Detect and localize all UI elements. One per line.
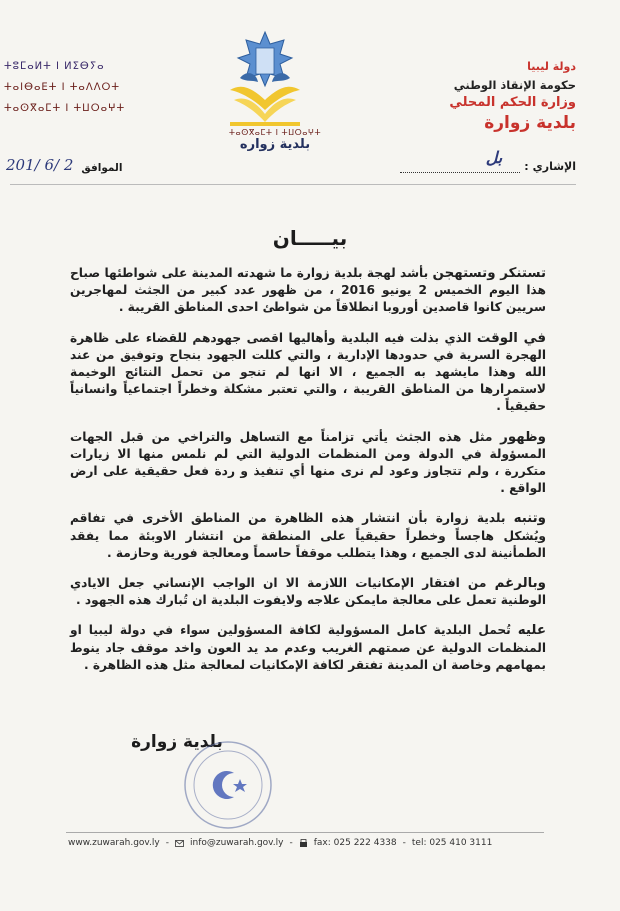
website-link[interactable]: www.zuwarah.gov.ly xyxy=(68,838,160,848)
paragraph-4 xyxy=(70,510,546,562)
reference-value: بل xyxy=(485,148,503,167)
date-line xyxy=(6,156,122,174)
paragraph-3-lead: وظهور xyxy=(500,429,546,445)
letterhead-right xyxy=(401,58,576,134)
statement-title: بيـــــان xyxy=(272,226,348,250)
official-seal-icon xyxy=(182,739,274,831)
footer: www.zuwarah.gov.ly - info@zuwarah.gov.ly - fax: 025 222 4338 - tel: 025 410 3111 xyxy=(68,838,493,848)
reference-line: الإشاري : بل xyxy=(400,160,576,173)
paragraph-1 xyxy=(70,265,546,317)
footer-divider xyxy=(66,832,544,833)
tel-number: tel: 025 410 3111 xyxy=(411,838,493,848)
municipality-logo-icon xyxy=(226,30,304,130)
paragraph-5-text: من افتقار الإمكانيات اللازمة الا ان الواجب الإنساني جعل الايادي الوطنية تعمل على معالجة مايمكن علاجه ولايفوت البلدية ان تُبارك هذه الجهود . xyxy=(70,576,546,608)
ministry-name: وزارة الحكم المحلي xyxy=(449,95,576,110)
paragraph-6-text: تُحمل البلدية كامل المسؤولية لكافة المسؤولين سواء في دولة ليبيا او المنظمات الدولية عن صمتهم الغريب وعدم مد يد العون واخد موقف جاد ينوط بمهامهم وخاصة ان المدينة تفتقر لكافة الإمكانيات لمعالجة مثل هذه الظاهرة . xyxy=(70,623,546,672)
logo-caption-tifinagh: ⵜⴰⵙⴳⴰⵎⵜ ⵏ ⵜⵡⵔⴰⵖⵜ xyxy=(228,128,322,137)
tifinagh-line-3: ⵜⴰⵙⴳⴰⵎⵜ ⵏ ⵜⵡⵔⴰⵖⵜ xyxy=(4,103,126,114)
reference-field xyxy=(400,148,520,173)
fax-icon xyxy=(299,839,308,848)
fax-number: fax: 025 222 4338 xyxy=(313,838,397,848)
paragraph-3-text: مثل هذه الجثث يأتي تزامناً مع التساهل والتراخي من قبل الجهات المسؤولة في الدولة ومن المنظمات الدولية التي لم نلمس منها الا زيارات متكررة ، ولم تتجاوز وعود لم نرى منها أي تنفيذ و ردة فعل حقيقية على ارض الواقع . xyxy=(70,429,546,496)
government-name: حكومة الإنقاذ الوطني xyxy=(453,78,576,92)
paragraph-2-text: الذي بذلت فيه البلدية وأهاليها اقصى جهودهم للقضاء على ظاهرة الهجرة السرية في حدودها الإدارية ، والتي كللت الجهود بنجاح وتوفيق من عند الله وهذا مايشهد به الجميع ، الا انها لم تنجو من تحمل النتائج الوخيمة لاستمرارها من المناطق القريبة ، والتي تعتبر مشكلة وخطراً اجتماعياً وانسانياً حقيقياً . xyxy=(70,330,546,414)
paragraph-3 xyxy=(70,429,546,498)
paragraph-4-text: بلدية زوارة بأن انتشار هذه الظاهرة من المناطق الأخرى في تفاقم ويُشكل هاجساً وخطراً حقيقياً على المنطقة من انتشار الاوبئة مما يفقد الطمأنينة لدى الجميع ، وهذا يتطلب موقفاً حاسماً ومعالجة فورية وحازمة . xyxy=(70,511,546,560)
statement-body xyxy=(70,265,546,674)
paragraph-5-lead: وبالرغم xyxy=(494,576,546,592)
paragraph-6 xyxy=(70,622,546,674)
logo-caption-arabic: بلدية زواره xyxy=(239,137,311,152)
paragraph-1-text: بأشد لهجة بلدية زوارة ما شهدته المدينة على شواطئها صباح هذا اليوم الخميس 2 يونيو 2016 ، من ظهور عدد كبير من الجثث لمهاجرين سريين كانوا قاصدين أوروبا انطلاقاً من شواطئ احدى المناطق القريبة . xyxy=(70,266,546,315)
header-divider xyxy=(10,184,576,185)
paragraph-5 xyxy=(70,575,546,609)
tifinagh-line-2: ⵜⴰⵏⴱⴰⴹⵜ ⵏ ⵜⴰⴷⴷⵔⵜ xyxy=(4,82,121,93)
reference-label: الإشاري xyxy=(532,160,576,173)
paragraph-4-lead: وتنبه xyxy=(513,511,546,527)
email-icon xyxy=(175,839,184,848)
paragraph-2-lead: في الوقت xyxy=(476,330,547,346)
date-label: الموافق xyxy=(81,162,123,174)
tifinagh-line-1: ⵜⵓⵎⴰⵍⵜ ⵏ ⵍⵉⴱⵢⴰ xyxy=(4,61,105,72)
municipality-name: بلدية زوارة xyxy=(484,113,576,133)
date-value: 201/ 6/ 2 xyxy=(6,156,74,174)
email-link[interactable]: info@zuwarah.gov.ly xyxy=(190,838,284,848)
letterhead-left xyxy=(4,56,164,119)
paragraph-6-lead: عليه xyxy=(517,623,546,639)
country-name: دولة ليبيا xyxy=(527,60,576,73)
paragraph-2 xyxy=(70,330,546,416)
signature-text: بلدية زوارة xyxy=(131,732,223,752)
paragraph-1-lead: تستنكر وتستهجن xyxy=(432,266,546,281)
